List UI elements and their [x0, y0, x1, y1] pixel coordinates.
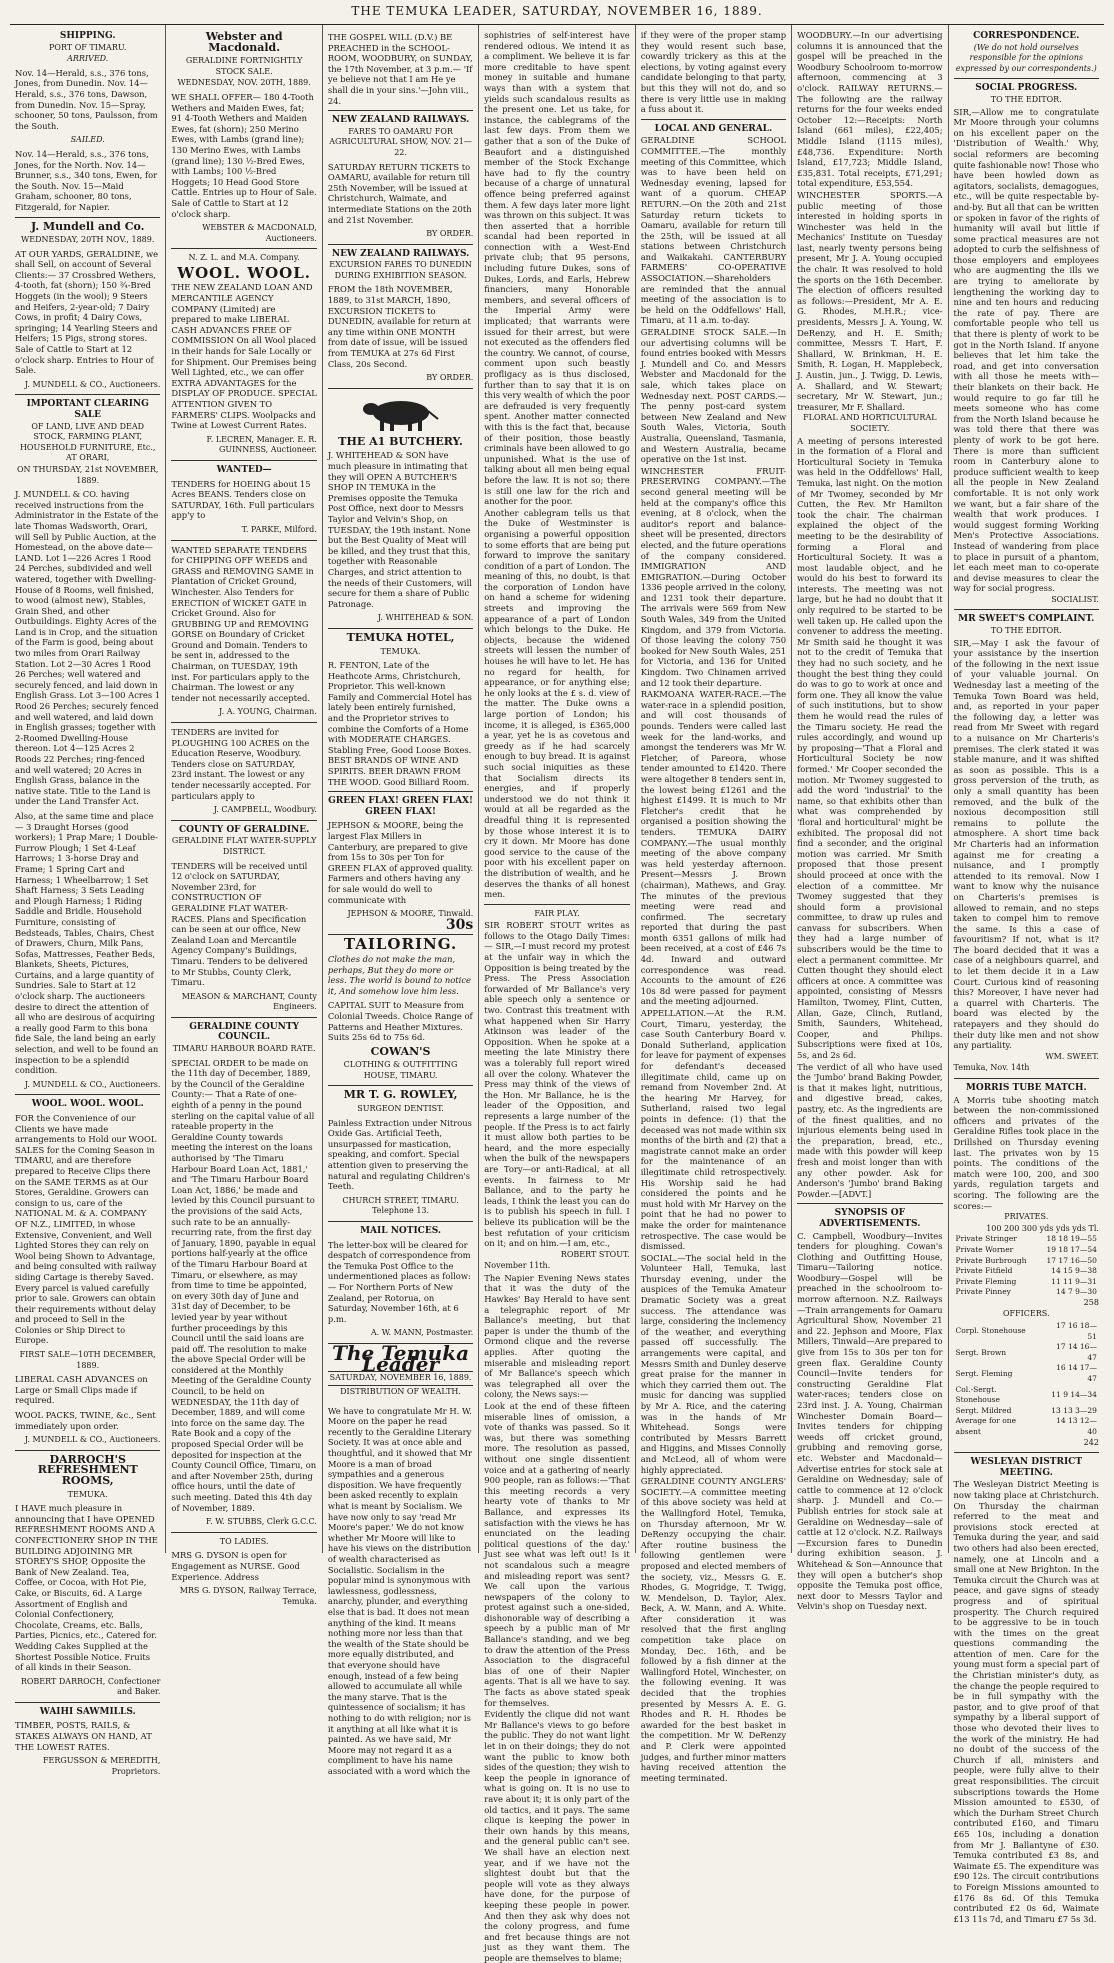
score-values: 17 14 16—47 [1056, 1342, 1097, 1362]
divider [171, 1017, 316, 1018]
column-7 [949, 25, 1104, 1924]
local-item-7: GERALDINE COUNTY ANGLERS' SOCIETY.—A committee meeting of this above society was held at the Wallingford Hotel, Temuka, on Thursday afternoon, Mr W. DeRenzy occupying the chair. After routine business the following gentlemen were proposed and elected members of the society, viz., Messrs G. E. Rhodes, G. Mogridge, T. Twigg, W. Mendelson, D. Taylor, Alex. Beck, A. W. Mann, and A. White. After consideration it was resolved that the first angling competition take place on Monday, Dec. 16th, and be followed by a fish dinner at the Wallingford Hotel, Winchester, on the following evening. It was decided that the trophies presented by Messrs A. E. G. Rhodes and R. H. Rhodes be awarded for the best basket in the competition. Mr W. DeRenzy and P. Clerk were appointed judges, and further minor matters having received attention the meeting terminated. [640, 1476, 787, 1783]
wool-heading: WOOL. WOOL. WOOL. [31, 1099, 144, 1110]
paper-title: The Temuka Leader [332, 1340, 470, 1376]
officers-score-table [954, 1321, 1099, 1438]
divider [954, 1078, 1099, 1079]
score-values: 11 9 14—34 [1051, 1389, 1097, 1399]
nzlm-heading: N. Z. L. and M.A. Company. [188, 253, 300, 263]
mail-heading: MAIL NOTICES. [360, 1226, 442, 1236]
baking-powder-advert: The verdict of all who have used the 'Jumbo' brand Baking Powder, is that it makes light, nutritious, and digestive bread, cakes, pastry, etc. As the ingredients are of the finest qualities, and no injurious elements being used in the preparation, bread, etc., made with this powder will keep fresh and moist longer than with any other powder. Ask for Anderson's 'Jumbo' brand Baking Powder.—[ADVT.] [797, 1061, 943, 1199]
local-general-heading: LOCAL AND GENERAL. [654, 123, 773, 134]
darroch-town: TEMUKA. [67, 1489, 108, 1499]
social-progress-heading: SOCIAL PROGRESS. [975, 83, 1078, 94]
ladies-signature: MRS G. DYSON, Railway Terrace, Temuka. [179, 1586, 317, 1606]
county-heading: COUNTY OF GERALDINE. [178, 824, 310, 835]
score-name: Private Stringer [955, 1234, 1017, 1244]
synopsis-heading: SYNOPSIS OF ADVERTISEMENTS. [819, 1208, 921, 1229]
railways-subheading: FARES TO OAMARU FOR AGRICULTURAL SHOW, NOV. 21—22. [329, 126, 472, 157]
range-header: 100 200 300 yds yds yds Tl. [986, 1223, 1099, 1233]
score-name: Corpl. Stonehouse [955, 1326, 1026, 1336]
mail-text: The letter-box will be cleared for despatch of correspondence from the Temuka Post Office to the undermentioned places as follow:— For Northern Ports of New Zealand, per Rotorua, on Saturday, November 16th, at 6 p.m. [327, 1239, 471, 1324]
sweet-heading: MR SWEET'S COMPLAINT. [958, 614, 1095, 625]
divider [797, 1203, 942, 1204]
local-item-4: RAKMOANA WATER-RACE.—The water-race in a splendid position, and will cost thousands of pounds. Tenders were called last week for the land-works, and amongst the tenderers was Mr W. Fletcher, of Pareora, whose tender amounted to £1420. There were altogether 8 tenders sent in, the lowest being £1261 and the highest £1499. It is much to Mr Fletcher's credit that he organised a position showing the tenders. TEMUKA DAIRY COMPANY.—The usual monthly meeting of the above company was held yesterday afternoon. Present—Messrs J. Brown (chairman), Mathews, and Gray. The minutes of the previous meeting were read and confirmed. The secretary reported that during the past month 6351 gallons of milk had been received, at a cost of £46 7s 4d. Inward and outward correspondence was read. Accounts to the amount of £26 10s 8d were passed for payment and the meeting adjourned. [640, 689, 787, 1007]
wanted-text: TENDERS for HOEING about 15 Acres BEANS. Tenders close on SATURDAY, 16th. Full particulars app'y to [171, 478, 315, 521]
score-values: 17 16 18—51 [1056, 1321, 1097, 1341]
divider [171, 722, 316, 723]
local-item-5: APPELLATION.—At the R.M. Court, Timaru, yesterday, the case South Canterbury Board v. Donald Sutherland, application for leave for payment of expenses for defendant's deceased illegitimate child, came up on remand from November 2nd. At the hearing Mr Harvey, for Sutherland, raised two legal points in defence: (1) that the deceased was not made within six months of the birth and (2) that a magistrate cannot make an order for the maintenance of an illegitimate child retrospectively. His Worship said he had considered the points and he must hold with Mr Harvey on the point that he had no power to make the order for maintenance retrospective. The case would be dismissed. [640, 1008, 787, 1252]
fair-play-date: November 11th. [484, 1261, 551, 1271]
score-values: 14 13 12—40 [1056, 1416, 1097, 1436]
divider [15, 217, 160, 218]
flax-signature: JEPHSON & MOORE, Tinwald. [347, 909, 474, 919]
local-item-2: GERALDINE STOCK SALE.—In our advertising columns will be found entries booked with Messrs J. Mundell and Co. and Messrs Webster and Macdonald for the sale, which takes place on Wednesday next. POST CARDS.—The penny post-card system between New Zealand and New South Wales, Victoria, South Australia, Queensland, Tasmania, and Western Australia, became operative on the 1st inst. [640, 327, 787, 465]
council-heading: GERALDINE COUNTY COUNCIL. [189, 1021, 300, 1043]
local-item-6: SOCIAL.—The social held in the Volunteer Hall, Temuka, last Thursday evening, under the auspices of the Temuka Amateur Dramatic Society was a great success. The attendance was large, considering the inclemency of the weather, and everything passed off successfully. The arrangements were capital, and Messrs Smith and Dunley deserve great praise for the manner in which they carried them out. The music for dancing was supplied by Mr A. Rice, and the catering was in the hands of Mr Whitehead. Songs were contributed by Messrs Barrett and Higgins, and Misses Connolly and McLeod, all of whom were highly appreciated. [640, 1252, 787, 1475]
divider [171, 820, 316, 821]
webster-signature: WEBSTER & MACDONALD, Auctioneers. [202, 223, 317, 243]
county-signature: MEASON & MARCHANT, County Engineers. [181, 991, 317, 1012]
newspaper-masthead: THE TEMUKA LEADER, SATURDAY, NOVEMBER 16, 1889. [351, 4, 763, 18]
score-row [954, 1321, 1099, 1342]
waihi-heading: WAIHI SAWMILLS. [39, 1706, 136, 1717]
wanted-tenders-text: WANTED SEPARATE TENDERS for CHIPPING OFF WEEDS and GRASS and REMOVING SAME in Plantation of Cricket Ground, Winchester. Also Tenders for ERECTION of WICKET GATE in Cricket Ground. Also for GRUBBING UP and REMOVING GORSE on Boundary of Cricket Ground and Domain. Tenders to be sent in, addressed to the Chairman, on TUESDAY, 19th inst. For particulars apply to the Chairman. The lowest or any tender not necessarily accepted. [171, 544, 314, 703]
column-1 [10, 25, 166, 1776]
nzlm-text: THE NEW ZEALAND LOAN AND MERCANTILE AGENCY COMPANY (Limited) are prepared to make LIBERAL CASH ADVANCES FREE OF COMMISSION On all Wool placed in their hands for Sale Locally or for Shipment. Our Premises being Well Lighted, etc., we can offer EXTRA ADVANTAGES for the DISPLAY OF PRODUCE. SPECIAL ATTENTION GIVEN TO FARMERS' CLIPS. Woolpacks and Twine at Lowest Current Rates. [171, 282, 317, 431]
railways-2-text: FROM the 18th NOVEMBER, 1889, to 31st MARCH, 1890, EXCURSION TICKETS to DUNEDIN, available for return at any time within ONE MONTH from date of issue, will be issued from TEMUKA at 27s 6d First Class, 20s Second. [327, 284, 471, 369]
divider [328, 244, 473, 245]
score-name: Col.-Sergt. Stonehouse [955, 1384, 1000, 1405]
to-editor-label: TO THE EDITOR. [990, 94, 1062, 104]
ploughing-tenders-text: TENDERS are invited for PLOUGHING 100 ACRES on the Education Reserve, Woodbury. Tenders close on SATURDAY, 23rd instant. The lowest or any tender necessarily accepted. For particulars apply to [171, 727, 311, 801]
clearing-signature: J. MUNDELL & CO., Auctioneers. [24, 1079, 161, 1089]
ploughing-tenders-signature: J. CAMPBELL, Woodbury. [213, 805, 317, 815]
divider [328, 791, 473, 792]
clearing-heading: IMPORTANT CLEARING SALE [26, 399, 149, 420]
score-values: 18 18 19—55 [1046, 1234, 1097, 1244]
column-6 [792, 25, 948, 1612]
railways-2-heading: NEW ZEALAND RAILWAYS. [331, 248, 470, 259]
local-item-9: WINCHESTER SPORTS.—A public meeting of those interested in holding sports in Winchester was held in the Mechanics' Institute on Tuesday last, nearly twenty persons being present, Mr J. A. Young occupied the chair. It was resolved to hold the sports on the 16th December. The election of officers resulted as follows:—President, Mr A. E. G. Rhodes, M.H.R.; vice-presidents, Messrs J. A. Young, W. DeRenzy, and H. E. Smith; committee, Messrs T. Hart, F. Shallard, W. Brinkman, H. E. Smith, R. Logan, H. Mapplebeck, J. Austin, jun., J. Twigg, D. Lewis, A. Shallard, and W. Stewart; secretary, Mr W. Stewart, jun.; treasurer, Mr F. Shallard. [797, 189, 943, 412]
article-text-4: Look at the end of these fifteen miserable lines of omission, a vote of thanks was passed. So it was, but there was something more. The resolution as passed, without one single dissentient voice and at a gathering of nearly 900 people, ran as follows:—'That this meeting records a very hearty vote of thanks to Mr Ballance, and expresses its satisfaction with the views he has enunciated on the leading political questions of the day.' Just see what was left out! Is it not scandalous such a meagre and misleading report was sent? We call upon the various newspapers of the colony to protest against such a one-sided, dishonorable way of describing a speech by a public man of Mr Ballance's standing, and we beg to draw the attention of the Press Association to the disgraceful bias of one of their Napier agents. That is all we have to say. The facts as above stated speak for themselves. [484, 1401, 630, 1708]
clearing-text: J. MUNDELL & CO. having received instructions from the Administrator in the Estate of the late Thomas Wadsworth, Orari, will Sell by Public Auction, at the Homestead, on the above date— LAND. Lot 1—226 Acres 1 Rood 24 Perches, subdivided and well watered, together with Dwelling-House of 8 Rooms, well finished, to wood (almost new), Stables, Grain Shed, and other Outbuildings. Eighty Acres of the Land is in Crop, and the situation of the Farm is good, being about two miles from Orari Railway Station. Lot 2—30 Acres 1 Rood 26 Perches; well watered and securely fenced, and laid down in English Grass. Lot 3—100 Acres 1 Rood 26 Perches; securely fenced and well watered, and laid down in English grasses; together with 2-Roomed Dwelling-House thereon. Lot 4—125 Acres 2 Roods 22 Perches; ring-fenced and well watered; 20 Acres in English Grass, balance in the native state. Title to the Land is under the Land Transfer Act. [15, 489, 161, 807]
score-name: Private Worner [955, 1244, 1014, 1254]
divider [15, 1094, 160, 1095]
webster-text: WE SHALL OFFER— 180 4-Tooth Wethers and Maiden Ewes, fat; 91 4-Tooth Wethers and Maiden Ewes, fat (shorn); 250 Merino Ewes, with Lambs (grand line); 130 Merino Ewes, with Lambs (grand line); 130 ½-Bred Ewes, with Lambs; 100 ½-Bred Hoggets; 10 Head Good Store Cattle. Entries up to Hour of Sale. Sale of Cattle to Start at 12 o'clock sharp. [171, 91, 317, 219]
waihi-signature: FERGUSSON & MEREDITH, Proprietors. [42, 1756, 161, 1776]
column-4 [479, 25, 635, 1963]
council-signature: F. W. STUBBS, Clerk G.C.C. [205, 1517, 317, 1527]
divider [15, 394, 160, 395]
arrived-label: ARRIVED. [67, 54, 109, 64]
wesleyan-heading: WESLEYAN DISTRICT MEETING. [970, 1457, 1083, 1478]
score-row [954, 1363, 1099, 1384]
nzlm-signature: F. LECREN, Manager. E. R. GUINNESS, Auctioneer. [206, 434, 317, 455]
score-name: Sergt. Fleming [955, 1368, 1013, 1378]
score-values: 19 18 17—54 [1046, 1244, 1097, 1254]
score-name: Private Pinney [955, 1287, 1011, 1297]
wanted-heading: WANTED— [216, 464, 272, 475]
mundell-date: WEDNESDAY, 20TH NOV., 1889. [21, 235, 155, 245]
hotel-heading: TEMUKA HOTEL, [346, 630, 455, 644]
score-row [954, 1342, 1099, 1363]
wool-text: FOR the Convenience of our Clients we have made arrangements to Hold our WOOL SALES for the Coming Season in TIMARU, and are therefore prepared to Receive Clips there on the SAME TERMS as at Our Stores, Geraldine. Growers can consign to us, care of the NATIONAL M. & A. COMPANY OF N.Z., LIMITED, in whose Extensive, Convenient, and Well Lighted Stores they can rely on Wool being Shown to Advantage, and being consulted with railway siding Cartage is thereby Saved. Every parcel is valued carefully prior to sale. Growers can obtain their requirements without delay and proceed to Sell in the Colonies or Ship Direct to Europe. [15, 1113, 157, 1346]
divider [328, 628, 473, 629]
clearing-date: ON THURSDAY, 21st NOVEMBER, 1889. [17, 464, 159, 485]
wanted-tenders-signature: J. A. YOUNG, Chairman. [219, 707, 317, 717]
divider [954, 78, 1099, 79]
waihi-text: TIMBER, POSTS, RAILS, & STAKES ALWAYS ON HAND, AT THE LOWEST RATES. [15, 1720, 152, 1752]
divider [484, 904, 629, 905]
clearing-text-2: Also, at the same time and place— 3 Draught Horses (good workers); 1 Prap Mare; 1 Double-Furrow Plough; 1 Set 4-Leaf Harrows; 1 3-horse Dray and Frame; 1 Spring Cart and Harness; 1 Wheelbarrow; 1 Set Shaft Harness; 3 Sets Leading and Plough Harness; 1 Riding Saddle and Bridle. Household Furniture, consisting of Bedsteads, Tables, Chairs, Chest of Drawers, Churn, Milk Pans, Sofas, Mattresses, Feather Beds, Blankets, Sheets, Pictures, Curtains, and a large quantity of Sundries. Sale to Start at 12 o'clock sharp. The auctioneers desire to direct the attention of all who are desirous of acquiring a really good Farm to this bona fide Sale, the land being an early selection, and well to be found an inspection to be a splendid condition. [15, 810, 159, 1076]
score-row [954, 1234, 1099, 1245]
score-values: 14 15 9—38 [1051, 1266, 1097, 1276]
floral-text: A meeting of persons interested in the formation of a Floral and Horticultural Society in Temuka was held in the Oddfellows' Hall, Temuka, last night. On the motion of Mr Twomey, seconded by Mr Cutten, the Rev. Mr Hamilton took the chair. The chairman explained the object of the meeting to be the desirability of forming a Floral and Horticultural Society. It was a most laudable object, and he would do his best to forward its interests. The meeting was not large, but he had no doubt that it only required to be started to be well taken up. He called upon the convener to address the meeting. Mr Smith said he thought it was not to the credit of Temuka that they had no such society, and he thought the best thing they could do was to go to work at once and form one. They all know the value of such institutions, but to show them he would read the rules of the Timaru society. He read the rules accordingly, and wound up by proposing—'That a Floral and Horticultural Society be now formed.' Mr Cooper seconded the motion. Mr Twomey suggested to add the word 'industrial' to the name, so that exhibits other than what was comprehended by 'floral and horticultural' might be exhibited. The proposal did not find a seconder, and the original motion was carried. Mr Smith proposed that those present should proceed at once with the election of a committee. Mr Twomey suggested that they should form a provisional committee, to draw up rules and canvass for subscribers. When they had a large number of subscribers would be the time to elect a permanent committee. Mr Cutten thought they should elect officers at once. A committee was appointed, consisting of Messrs Hamilton, Twomey, Flint, Cutten, Allan, Gaze, Clinch, Rutland, Smith, Saunders, Whitehead, Cooper, and Philips. Subscriptions were fixed at 10s, 5s, and 2s 6d. [797, 435, 943, 1060]
score-values: 14 7 9—30 [1056, 1287, 1097, 1297]
butchery-heading: THE A1 BUTCHERY. [338, 434, 463, 448]
butchery-text: J. WHITEHEAD & SON have much pleasure in intimating that they will OPEN A BUTCHER'S SHOP IN TEMUKA in the Premises opposite the Temuka Post Office, next door to Messrs Taylor and Velvin's Shop, on TUESDAY, the 19th instant. None but the Best Quality of Meat will be killed, and they trust that this, together with Reasonable Charges, and strict attention to the needs of their Customers, will secure for them a share of Public Patronage. [327, 450, 472, 609]
newspaper-page [10, 24, 1104, 1963]
divider [641, 119, 786, 120]
article-text-2: Another cablegram tells us that the Duke of Westminster is organising a powerful opposition to some efforts that are being put forward to improve the sanitary condition of a part of London. The meaning of this, no doubt, is that the corporation of London have on hand a scheme for widening streets and improving the appearance of a part of London which belongs to the Duke. He objects, because the widened streets will lessen the number of houses he will have to let. He has no regard for health, for appearance, or for anything else; he only looks at the £ s. d. view of the matter. The Duke owns a large portion of London; his income, it is alleged, is £365,000 a year, yet he is as covetous and greedy as if he had scarcely enough to buy bread. It is against such social iniquities as these that Socialism directs its energies, and if properly understood we do not think it would at all be regarded as the dreadful thing it is represented by those whose interest it is to cry it down. Mr Moore has done good service to the cause of the poor with his excellent paper on the distribution of wealth, and he deserves the thanks of all honest men. [484, 507, 630, 900]
divider [328, 110, 473, 111]
railways-2-subheading: EXCURSION FARES TO DUNEDIN DURING EXHIBITION SEASON. [329, 260, 472, 280]
first-sale: FIRST SALE—10TH DECEMBER, 1889. [19, 1350, 156, 1370]
ladies-heading: TO LADIES. [219, 1536, 269, 1546]
flax-price: 30s [445, 916, 474, 933]
morris-text: A Morris tube shooting match between the non-commissioned officers and privates of the Geraldine Rifles took place in the Drillshed on Thursday evening last. The privates won by 15 points. The conditions of the match were 100, 200, and 300 yards, regulation targets and scoring. The following are the scores:— [953, 1094, 1099, 1211]
score-row [954, 1245, 1099, 1256]
divider [15, 1450, 160, 1451]
county-text: TENDERS will be received until 12 o'clock on SATURDAY, November 23rd, for CONSTRUCTION OF GERALDINE FLAT WATER-RACES. Plans and Specification can be seen at our office, New Zealand Loan and Mercantile Agency Company's Buildings, Timaru. Tenders to be delivered to Mr Stubbs, County Clerk, Timaru. [171, 860, 308, 988]
divider [328, 1221, 473, 1222]
local-item-3: WINCHESTER FRUIT-PRESERVING COMPANY.—The second general meeting will be held at the company's office this evening, at 8 o'clock, when the auditor's report and balance-sheet will be presented, directors elected, and the future operations of the company considered. IMMIGRATION AND EMIGRATION.—During October 1336 people arrived in the colony, and 1231 took their departure. The arrivals were 569 from New South Wales, 349 from the United Kingdom, and 379 from Victoria. Of those leaving the colony 750 booked for New South Wales, 251 for Victoria, and 136 for United Kingdom. Two Chinamen arrived and 12 took their departure. [640, 465, 787, 688]
port-heading: PORT OF TIMARU. [49, 42, 127, 52]
paper-date: SATURDAY, NOVEMBER 16, 1889. [328, 1371, 473, 1386]
score-values: 16 14 17—47 [1056, 1363, 1097, 1384]
score-values: 17 17 16—50 [1046, 1255, 1097, 1265]
score-name: Sergt. Mildred [955, 1405, 1012, 1415]
divider [171, 1532, 316, 1533]
cowan-subheading: CLOTHING & OUTFITTING HOUSE, TIMARU. [343, 1060, 458, 1080]
sweet-text: SIR,—May I ask the favour of your assistance by the insertion of the following in the next issue of your valuable journal. On Wednesday last a meeting of the Temuka Town Board was held, and, as reported in your paper the following day, a letter was read from Mr Sweet with regard to a nuisance on Mr Charteris's premises. The clerk stated it was stable manure, and it was shifted as soon as possible. This is a gross perversion of the truth, as only a small quantity has been removed, and the bulk of the noxious decomposition still remains to pollute the atmosphere. A short time back Mr Charteris had an information against me for creating a nuisance, and I promptly attended to its removal. Now I want to know why the nuisance on Charteris's premises is allowed to remain, and no steps taken to compel him to remove the same. Is this a case of favouritism? If not, what is it? The board decided that it was a case of a neighbours quarrel, and to let them decide it in a Law Court. Curious kind of reasoning this? Moreover, I have never had a quarrel with Charteris. The board was elected by the ratepayers and they should do their duty like men and not show any partiality. [953, 637, 1099, 1051]
synopsis-text: C. Campbell, Woodbury—Invites tenders for ploughing. Cowan's Clothing and Outfitting House, Timaru—Tailoring notice. Woodbury—Gospel will be preached in the schoolroom to-morrow afternoon. N.Z. Railways—Train arrangements for Oamaru Agricultural Show, November 21 and 22. Jephson and Moore, Flax Millers, Tinwald—Are prepared to give from 15s to 30s per ton for green flax. Geraldine County Council—Invite tenders for constructing Geraldine Flat water-races; tenders close on 23rd inst. J. A. Young, Chairman Winchester Domain Board—Invites tenders for chipping weeds off cricket ground, grubbing and removing gorse, etc. Webster and Macdonald—Advertise entries for stock sale at Geraldine on Wednesday; sale of cattle to commence at 12 o'clock sharp. J. Mundell and Co.—Publish entries for stock sale at Geraldine on Wednesday—sale of cattle at 12 o'clock. N.Z. Railways—Excursion fares to Dunedin during exhibition season. J. Whitehead & Son—Announce that they will open a butcher's shop opposite the Temuka post office, next door to Messrs Taylor and Velvin's shop on Tuesday next. [797, 1230, 943, 1612]
score-row [954, 1277, 1099, 1288]
wealth-heading: DISTRIBUTION OF WEALTH. [340, 1386, 461, 1396]
divider [171, 460, 316, 461]
wool-signature: J. MUNDELL & CO., Auctioneers. [24, 1435, 161, 1445]
mail-signature: A. W. MANN, Postmaster. [370, 1328, 474, 1338]
article-text-1: sophistries of self-interest have rendered odious. We intend it as a compliment. We believe it is far more creditable to have spent money in suitable and humane ways than with a system that yields such scandalous results as the present one. Let us take, for instance, the cablegrams of the last few days. From them we gather that a son of the Duke of Beaufort and a distinguished member of the Stock Exchange have had to fly the country because of a charge of unnatural offence being preferred against them. A few days later more light was thrown on this subject. It was then asserted that a horrible scandal had been reported in connection with a West-End private club; that 95 persons, including future Dukes, sons of Dukes, Lords, and Earls, Hebrew financiers, many Honorable members, and several officers of the Imperial Army were implicated; that warrants were issued for their arrest, but were not executed as the offenders fled the country. We cannot, of course, comment upon such beastly profligacy as is thus disclosed, further than to say that it is on this very wealth of which the poor are defrauded is very frequently spent. Another matter connected with this is the fact that, because of their position, those beastly criminals have been allowed to go unpunished. What is the use of talking about all men being equal before the law. It is not so; there is still one law for the rich and another for the poor. [484, 30, 630, 507]
divider [15, 1702, 160, 1703]
wanted-signature: T. PARKE, Milford. [241, 524, 317, 534]
webster-subheading: GERALDINE FORTNIGHTLY STOCK SALE. [185, 56, 303, 76]
county-subheading: GERALDINE FLAT WATER-SUPPLY DISTRICT. [171, 836, 317, 856]
officers-total: 242 [1083, 1437, 1099, 1447]
clearing-subheading: OF LAND, LIVE AND DEAD STOCK, FARMING PLANT, HOUSEHOLD FURNITURE, Etc., AT ORARI, [19, 421, 156, 463]
butchery-signature: J. WHITEHEAD & SON. [377, 613, 474, 623]
ladies-text: MRS G. DYSON is open for Engagement as NURSE. Good Experience. Address [171, 1550, 300, 1582]
darroch-signature: ROBERT DARROCH, Confectioner and Baker. [20, 1676, 161, 1697]
column-5 [636, 25, 792, 1783]
privates-label: PRIVATES. [1004, 1212, 1049, 1222]
article-text-3: The Napier Evening News states that it was the duty of the Hawkes' Bay Herald to have sent a telegraphic report of Mr Ballance's meeting, but that paper is under the thumb of the Ormond clique and the reverse applies. After quoting the miserable and misleading report of Mr Ballance's speech which was telegraphed all over the colony, the News says:— [484, 1272, 630, 1400]
privates-total: 258 [1083, 1297, 1099, 1307]
officers-label: OFFICERS. [1002, 1309, 1050, 1319]
correspondence-heading: CORRESPONDENCE. [973, 31, 1080, 41]
railways-2-signature: BY ORDER. [426, 373, 474, 383]
dentist-subheading: SURGEON DENTIST. [357, 1104, 444, 1114]
article-continuation: if they were of the proper stamp they would resent such base, cowardly trickery as this at the elections, by voting against every candidate belonging to that party, but this they will not do, and so there is very little use in making a fuss about it. [640, 30, 787, 115]
darroch-heading: DARROCH'S REFRESHMENT ROOMS, [37, 1452, 138, 1487]
score-name: Average for one absent [955, 1416, 1017, 1436]
score-name: Sergt. Brown [955, 1347, 1007, 1357]
score-row [954, 1256, 1099, 1267]
floral-heading: FLORAL AND HORTICULTURAL SOCIETY. [803, 413, 937, 433]
flax-heading: GREEN FLAX! GREEN FLAX! GREEN FLAX! [328, 796, 473, 817]
divider [328, 388, 473, 389]
sweet-date: Temuka, Nov. 14th [953, 1063, 1030, 1073]
wool-packs: WOOL PACKS, TWINE, &c., Sent immediately upon order. [15, 1410, 156, 1431]
council-subheading: TIMARU HARBOUR BOARD RATE. [172, 1044, 316, 1054]
council-text: SPECIAL ORDER to be made on the 11th day of December, 1889, by the Council of the Geraldine County:— That a Rate of one-eighth of a penny in the pound sterling on the capital value of all rateable property in the Geraldine County towards meeting the interest on the loans authorised by 'The Timaru Harbour Board Loan Act, 1881,' and 'The Timaru Harbour Board Loan Act, 1886,' be made and levied by this Council pursuant to the provisions of the said Acts, such rate to be an annually-recurring rate, from the first day of January, 1890, payable in equal portions half-yearly at the office of the Timaru Harbour Board at Timaru, or elsewhere, as may from time to time be appointed, on every 30th day of June and 31st day of December, to be levied year by year without further proceedings by this Council until the said loans are paid off. The resolution to make the above Special Order will be considered at the Monthly Meeting of the Geraldine County Council, to be held on WEDNESDAY, the 11th day of December, 1889, and will come into force on the same day. The Rate Book and a copy of the proposed Special Order will be deposited for inspection at the County Council Office, Timaru, on and after November 25th, during office hours, until the date of such meeting. Dated this 4th day of November, 1889. [171, 1057, 317, 1513]
score-name: Private Burbrough [955, 1255, 1027, 1265]
score-row [954, 1416, 1099, 1437]
sailed-text: Nov. 14—Herald, s.s., 376 tons, Jones, for the North. Nov. 14—Brunner, s.s., 340 tons, Ewen, for the South. Nov. 15—Maid Graham, schooner, 80 tons, Fitzgerald, for Napier. [15, 148, 158, 212]
to-editor-label: TO THE EDITOR. [990, 626, 1062, 636]
flax-text: JEPHSON & MOORE, being the largest Flax Millers in Canterbury, are prepared to give from 15s to 30s per Ton for GREEN FLAX of approved quality. Farmers and others having any for sale would do well to communicate with [327, 820, 474, 905]
fair-play-signature: ROBERT STOUT. [560, 1249, 630, 1259]
column-3 [323, 25, 479, 1776]
wool-big-heading: WOOL. WOOL. [177, 263, 311, 282]
morris-heading: MORRIS TUBE MATCH. [965, 1083, 1087, 1093]
local-item-8: WOODBURY.—In our advertising columns it is announced that the gospel will be preached in the Woodbury Schoolroom to-morrow afternoon, commencing at 3 o'clock. RAILWAY RETURNS.—The following are the railway returns for the four weeks ended October 12:—Receipts: North Island (661 miles), £22,405; Middle Island (1115 miles), £48,736. Expenditure: North Island, £17,723; Middle Island, £35,831. Total receipts, £71,291; total expenditure, £53,554. [797, 30, 943, 189]
score-row [954, 1385, 1099, 1406]
sailed-label: SAILED. [70, 135, 105, 145]
score-name: Private Fitfield [955, 1266, 1013, 1276]
score-row [954, 1287, 1099, 1298]
sweet-signature: WM. SWEET. [1045, 1051, 1099, 1061]
arrived-text: Nov. 14—Herald, s.s., 376 tons, Jones, from Dunedin. Nov. 14—Herald, s.s., 376 tons, Dawson, from Dunedin. Nov. 15—Spray, schooner, 50 tons, Paulsson, from the South. [15, 67, 158, 131]
article-text-5: Evidently the clique did not want Mr Ballance's views to go before the public. They do not want light let in on their doings; they do not want the public to know both sides of the question; they wish to keep the people in ignorance of what is going on. It is no use to rave about it; it is only part of the old tactics, and it pays. The same clique is keeping the power in their own hands by this means, and the general public can't see. We shall have an election next year, and if we have not the slightest doubt but that the people will vote as they always have done, for the purpose of keeping these people in power. And then they ask why does not the colony progress, and fume and fret because things are not just as they want them. The people are themselves to blame; [484, 1709, 630, 1963]
divider [171, 248, 316, 249]
score-values: 11 11 9—31 [1051, 1276, 1097, 1286]
hotel-town: TEMUKA. [380, 646, 421, 656]
tailoring-verse: Clothes do not make the man, perhaps, But they do more or less. The world is bound to notice it, And somehow love him less. [327, 953, 471, 996]
cowan-heading: COWAN'S [370, 1044, 431, 1058]
railways-heading: NEW ZEALAND RAILWAYS. [331, 115, 470, 126]
hotel-text: R. FENTON, Late of the Heathcote Arms, Christchurch, Proprietor. This well-known Family and Commercial Hotel has lately been entirely furnished, and the Proprietor strives to combine the Comforts of a Home with MODERATE CHARGES. Stabling Free, Good Loose Boxes. BEST BRANDS OF WINE AND SPIRITS. BEER DRAWN FROM THE WOOD. Good Billiard Room. [327, 660, 472, 787]
liberal-advances: LIBERAL CASH ADVANCES on Large or Small Clips made if required. [15, 1374, 148, 1406]
darroch-text: I HAVE much pleasure in announcing that I have OPENED REFRESHMENT ROOMS AND A CONFECTIONERY SHOP IN THE BUILDING ADJOINING MR STOREY'S SHOP, Opposite the Bank of New Zealand. Tea, Coffee, or Cocoa, with Hot Pie, Cake, or Biscuits, 6d. A Large Assortment of English and Colonial Confectionery, Chocolate, Creams, etc. Balls, Parties, Picnics, etc., Catered for. Wedding Cakes Supplied at the Shortest Possible Notice. Fruits of all kinds in their Season. [15, 1503, 158, 1673]
ox-illustration-icon [356, 393, 446, 433]
shipping-heading: SHIPPING. [59, 31, 116, 41]
railways-text: SATURDAY RETURN TICKETS to OAMARU, available for return till 25th November, will be issued at Christchurch, Waimate, and intermediate Stations on the 20th and 21st November. [327, 161, 472, 225]
dentist-heading: MR T. G. ROWLEY, [343, 1088, 458, 1102]
local-item-1: GERALDINE SCHOOL COMMITTEE.—The monthly meeting of this Committee, which was to have been held on Wednesday evening, lapsed for want of a quorum. CHEAP RETURN.—On the 20th and 21st Saturday return tickets to Oamaru, available for return till the 25th, will be issued at all stations between Christchurch and Waikakahi. CANTERBURY FARMERS' CO-OPERATIVE ASSOCIATION.—Shareholders are reminded that the annual meeting of the association is to be held on the Oddfellows' Hall, Timaru, at 11 a.m. to-day. [640, 135, 787, 326]
wesleyan-text: The Wesleyan District Meeting is now taking place at Christchurch. On Thursday the chairman referred to the meat and provisions stock erected at Temuka during the year, and said two others had also been erected, namely, one at Lincoln and a small one at New Brighton. In the Temuka circuit the Church was at peace, and gave signs of steady progress and of spiritual prosperity. The Church required to be aggressive to be in touch with the times on the great questions commanding the attention of men. Care for the young must form a special part of the Christian minister's duty, as the change the people required to be in full sympathy with the pastor, and to give proof of that sympathy by a liberal support of those who devoted their lives to the work of the ministry. He had no doubt of the success of the Church if all, ministers and people, were fully alive to their great responsibilities. The circuit subscriptions towards the Home Mission amounted to £530, of which the Durham Street Church contributed £160, and Timaru £65 10s, including a donation from Mr J. Ballantyne of £30. Temuka contributed £3 8s, and Waimate £5. The expenditure was £90 12s. The circuit contributions to Foreign Missions amounted to £176 8s 6d. Of this Temuka contributed £2 0s 6d, Waimate £13 11s 7d, and Timaru £7 5s 3d. [953, 1479, 1099, 1924]
social-progress-text: SIR,—Allow me to congratulate Mr Moore through your columns on his excellent paper on the 'Distribution of Wealth.' Why, social reformers are becoming quite fashionable now! Those who have been howled down as agitators, socialists, demagogues, etc., will be quite respectable by-and-by. But all that can be written or spoken in favor of the rights of humanity will avail but little if some practical measures are not adopted to curb the selfishness of those employers and employees who are augmenting the ills we are trying to ameliorate by lengthening the working day to nine and ten hours and reducing the rate of pay. There are comfortable people who tell us that there is plenty of work to be got in the North Island. If anyone believes that let him take the road, and get into conversation with all those he meets with—their blankets on their back. He would require to go far till he meets someone who has come from the North Island because he was told there that there was plenty of work to be got here. There is more than sufficient room in Canterbury alone to produce sufficient wealth to keep all the people in New Zealand comfortable. It is not only work we want, but a fair share of the wealth that work produces. I would suggest forming Working Men's Protective Associations. Instead of wandering from place to place in pursuit of a phantom, let each meet man to co-operate and devise measures to clear the way for social progress. [953, 106, 1099, 594]
mundell-heading: J. Mundell and Co. [30, 219, 145, 233]
tailoring-heading: TAILORING. [343, 935, 458, 954]
divider [954, 1452, 1099, 1453]
social-progress-signature: SOCIALIST. [1051, 594, 1099, 604]
divider [328, 1085, 473, 1086]
divider [171, 540, 316, 541]
mundell-signature: J. MUNDELL & CO., Auctioneers. [24, 379, 161, 389]
railways-signature: BY ORDER. [426, 229, 474, 239]
score-values: 13 13 3—29 [1051, 1405, 1097, 1415]
wealth-text: We have to congratulate Mr H. W. Moore on the paper he read recently to the Geraldine Literary Society. It was at once able and thoughtful, and it showed that Mr Moore is a man of broad sympathies and a generous disposition. We have frequently been asked recently to explain what is meant by Socialism. We have now only to say 'read Mr Moore's paper.' We do not know whether Mr Moore will like to have his views on the distribution of wealth characterised as Socialistic. Socialism in the popular mind is synonymous with lawlessness, godlessness, anarchy, plunder, and everything else that is bad. It does not mean anything of the kind. It means nothing more nor less than that the wealth of the State should be more equally distributed, and that everyone should have enough, instead of a few being allowed to accumulate all while the many starve. That is the quintessence of socialism; it has nothing to do with religion; nor is it anything at all like what it is painted. As we have said, Mr Moore may not regard it as a compliment to have his name associated with a word which the [327, 1405, 473, 1776]
dentist-text: Painless Extraction under Nitrous Oxide Gas. Artificial Teeth, unsurpassed for mastication, speaking, and comfort. Special attention given to preserving the natural and regulating Children's Teeth. [327, 1117, 472, 1192]
fair-play-heading: FAIR PLAY. [534, 908, 580, 918]
tailoring-text: CAPITAL SUIT to Measure from Colonial Tweeds. Choice Range of Patterns and Heather Mixtures. Suits 25s 6d to 75s 6d. [327, 1000, 473, 1043]
correspondence-note: (We do not hold ourselves responsible for the opinions expressed by our correspondents.) [955, 42, 1097, 73]
privates-score-table [954, 1234, 1099, 1298]
fair-play-text: SIR ROBERT STOUT writes as follows to the Otago Daily Times:— SIR,—I must record my protest at the unfair way in which the Opposition is being treated by the Press. The Press Association forwarded of Mr Ballance's very able speech only a sentence or two. Contrast this treatment with what happened when Sir Harry Atkinson was leader of the Opposition. When he spoke at a meeting the late Ministry there was a tolerably full report wired all over the colony. Whatever the Press may think of the views of the Hon. Mr Ballance, he is the leader of the Opposition, and represents a large number of the people. If the Press is to act fairly it must allow both parties to be heard, and the more especially when the bulk of the newspapers are Tory—or anti-Radical, at all events. In fairness to Mr Ballance, and to the party he leads, I think the least you can do is to publish his speech in full. I believe its publication will be the best refutation of your criticism on it; and on him.—I am, etc., [484, 920, 630, 1249]
column-2 [166, 25, 322, 1606]
webster-date: WEDNESDAY, NOV. 20TH, 1889. [177, 78, 311, 88]
score-name: Private Fleming [955, 1276, 1017, 1286]
score-row [954, 1406, 1099, 1417]
gospel-text: THE GOSPEL WILL (D.V.) BE PREACHED in the SCHOOL-ROOM, WOODBURY, on SUNDAY, the 17th November, at 3 p.m.— 'If ye believe not that I am He ye shall die in your sins.'—John viii., 24. [327, 32, 473, 106]
score-row [954, 1266, 1099, 1277]
divider [954, 609, 1099, 610]
webster-heading: Webster and Macdonald. [205, 30, 283, 54]
mundell-text: AT OUR YARDS, GERALDINE, we shall Sell, on account of Several Clients:— 37 Crossbred Wethers, 4-tooth, fat (shorn); 150 ¾-Bred Hoggets (in the wool); 9 Steers and Heifers, 2-year-old; 7 Dairy Cows, in profit; 4 Dairy Cows, springing; 14 Yearling Steers and Heifers; 15 Pigs, strong stores. Sale of Cattle to Start at 12 o'clock sharp. Entries to Hour of Sale. [15, 248, 159, 376]
dentist-address: CHURCH STREET, TIMARU. Telephone 13. [342, 1195, 459, 1216]
